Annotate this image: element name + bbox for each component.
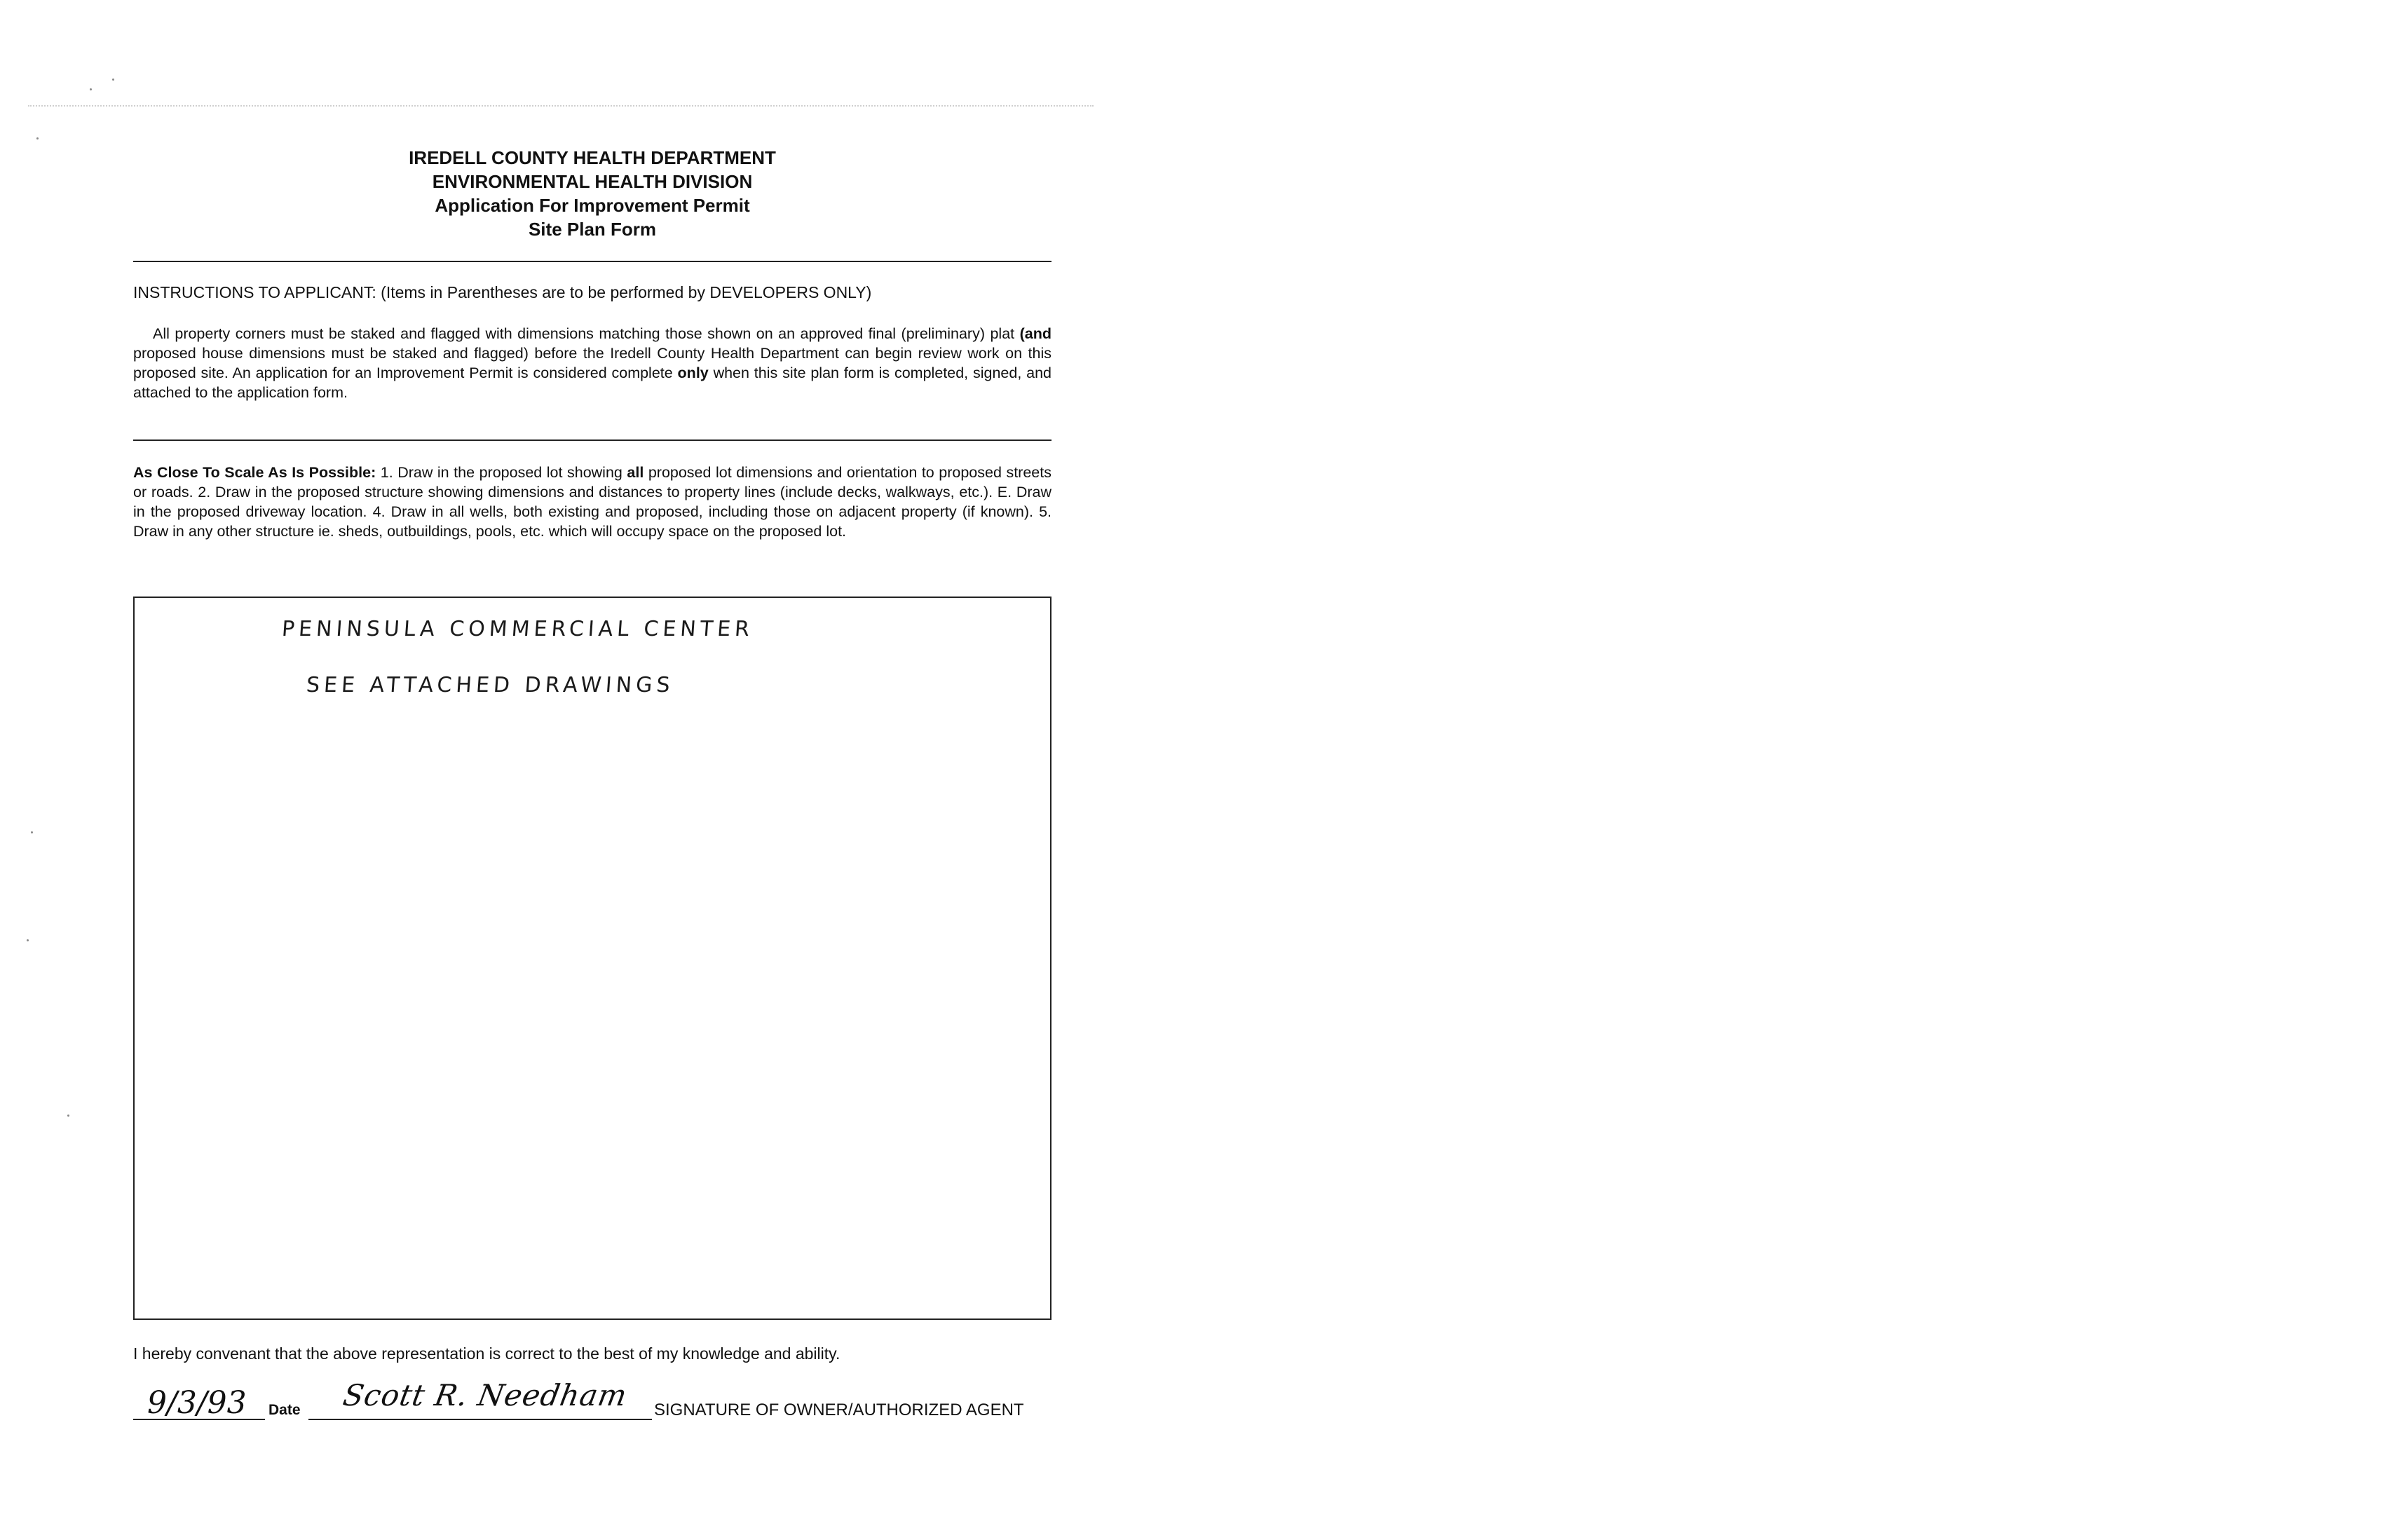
drawing-instructions-text: proposed lot dimensions and orientation to proposed streets or roads. 2. Draw in the proposed structure showing dimensions and distances to property lines (include decks, walkways, etc.). E. Draw in the proposed driveway location. 4. Draw in all wells, both existing and proposed, including those on adjacent property (if known). 5. Draw in any other structure ie. sheds, outbuildings, pools, etc. which will occupy space on the proposed lot. [133, 464, 1051, 540]
handwritten-site-name: PENINSULA COMMERCIAL CENTER [280, 617, 755, 641]
signature-label: SIGNATURE OF OWNER/AUTHORIZED AGENT [654, 1401, 1024, 1419]
scan-speck [36, 137, 39, 139]
staking-text-bold: only [677, 364, 709, 381]
division-title: ENVIRONMENTAL HEALTH DIVISION [432, 171, 753, 192]
handwritten-see-attached: SEE ATTACHED DRAWINGS [305, 673, 675, 697]
staking-text: when this site plan form is completed, signed, and attached to the application form. [133, 364, 1051, 401]
instructions-heading: INSTRUCTIONS TO APPLICANT: (Items in Parentheses are to be performed by DEVELOPERS ONLY) [133, 283, 872, 301]
form-header [133, 146, 1051, 241]
staking-paragraph [133, 324, 1051, 402]
staking-text-bold: (and [1019, 325, 1051, 342]
staking-text: proposed house dimensions must be staked and flagged) before the Iredell County Health Department can begin review work on this proposed site. An application for an Improvement Permit is considered complete [133, 345, 1051, 381]
scan-speck [67, 1115, 69, 1117]
site-plan-drawing-area[interactable] [133, 597, 1051, 1320]
form-title: Site Plan Form [528, 219, 657, 240]
department-title: IREDELL COUNTY HEALTH DEPARTMENT [409, 147, 776, 168]
staking-text: All property corners must be staked and flagged with dimensions matching those shown on an approved final (preliminary) plat [153, 325, 1020, 342]
handwritten-date[interactable]: 9/3/93 [147, 1385, 247, 1421]
handwritten-signature[interactable]: Scott R. Needham [340, 1378, 630, 1412]
scan-speck [90, 88, 92, 90]
scan-speck [31, 831, 33, 833]
drawing-instructions-text: 1. Draw in the proposed lot showing [376, 464, 627, 481]
drawing-instructions-bold: all [627, 464, 644, 481]
scan-speck [112, 79, 114, 81]
convenant-statement: I hereby convenant that the above representation is correct to the best of my knowledge and ability. [133, 1344, 840, 1363]
instructions-divider [133, 439, 1051, 441]
drawing-instructions-lead: As Close To Scale As Is Possible: [133, 464, 376, 481]
scan-artifact-line [28, 105, 1094, 107]
date-label: Date [268, 1402, 301, 1418]
application-title: Application For Improvement Permit [435, 195, 750, 216]
drawing-instructions [133, 463, 1051, 541]
signature-line [308, 1419, 652, 1420]
scan-speck [27, 939, 29, 941]
header-divider [133, 261, 1051, 262]
